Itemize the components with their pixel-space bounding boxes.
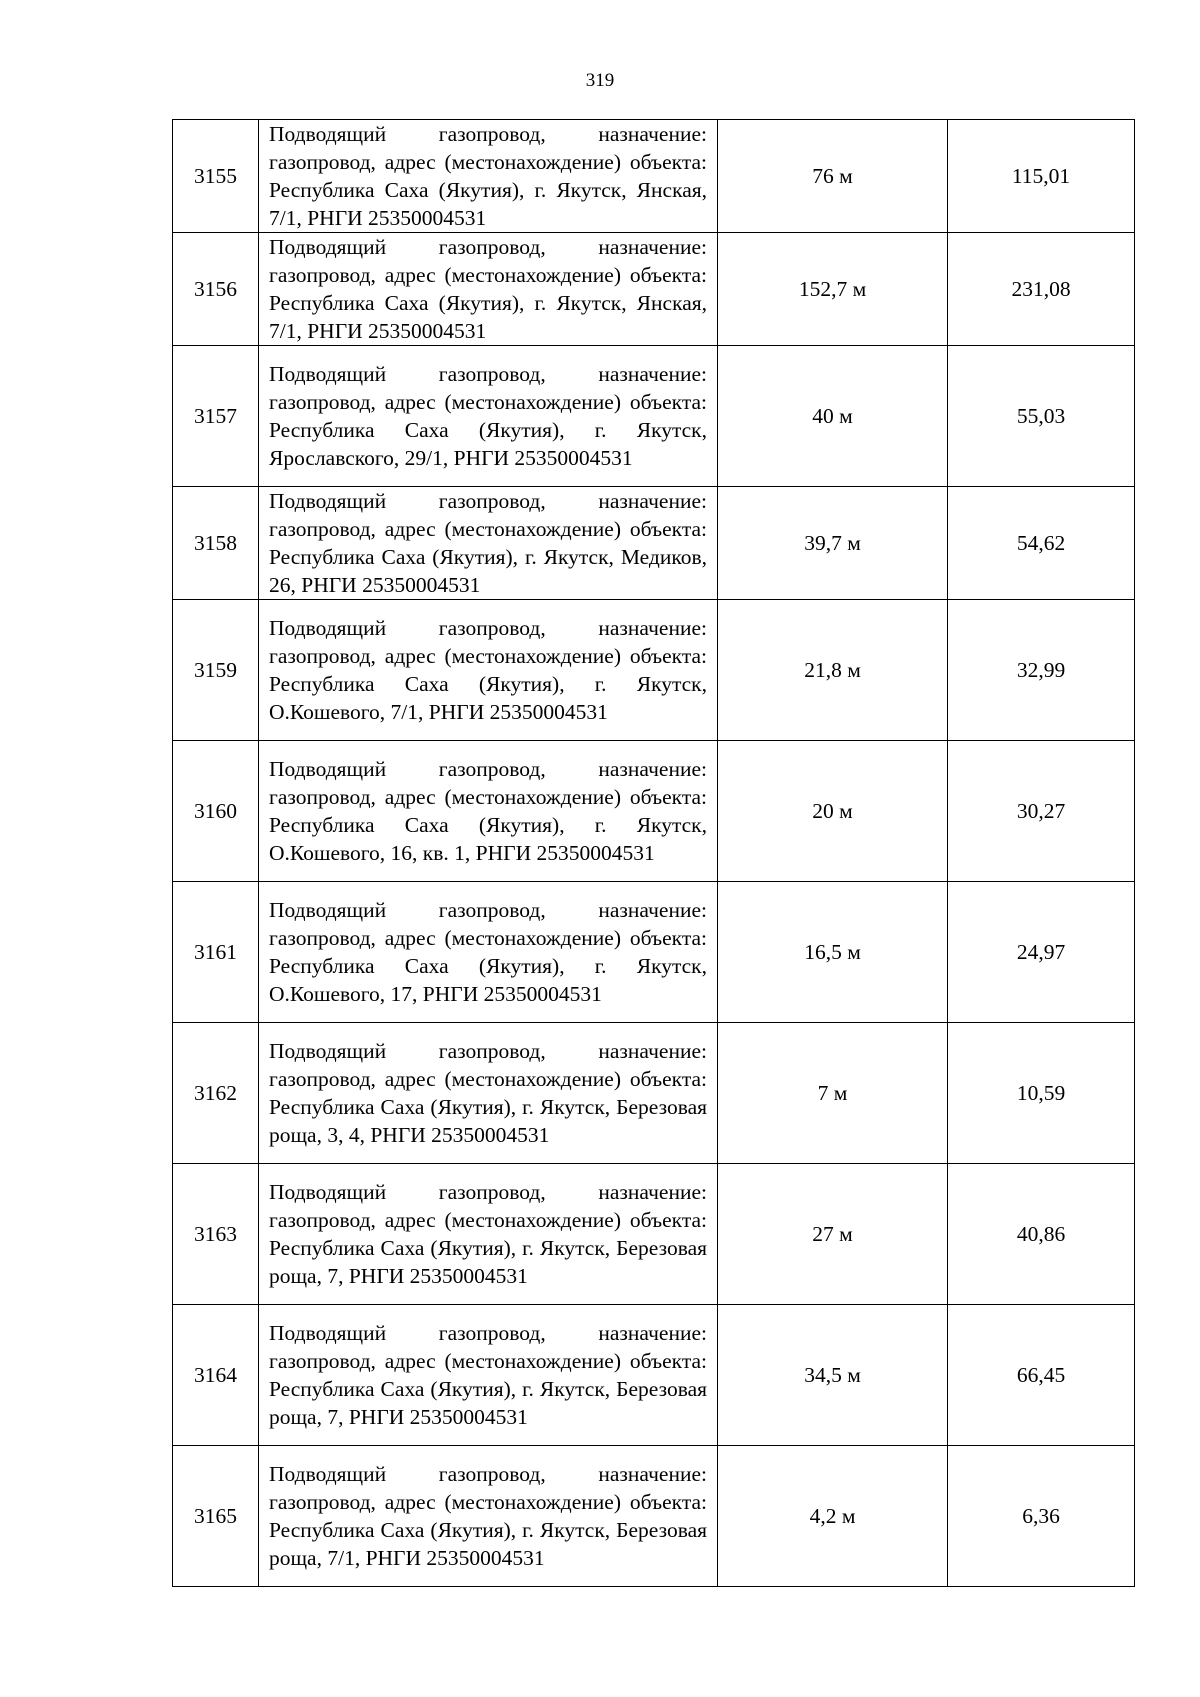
- table-row: [173, 120, 1135, 233]
- table-row: [173, 233, 1135, 346]
- row-number: 3164: [173, 1305, 259, 1446]
- row-value: 54,62: [948, 487, 1135, 600]
- row-description: Подводящий газопровод, назначение: газопровод, адрес (местонахождение) объекта: Республика Саха (Якутия), г. Якутск, Медиков, 26, РНГИ 25350004531: [259, 487, 718, 600]
- row-description: Подводящий газопровод, назначение: газопровод, адрес (местонахождение) объекта: Республика Саха (Якутия), г. Якутск, О.Кошевого, 16, кв. 1, РНГИ 25350004531: [259, 741, 718, 882]
- row-description: Подводящий газопровод, назначение: газопровод, адрес (местонахождение) объекта: Республика Саха (Якутия), г. Якутск, Березовая роща, 3, 4, РНГИ 25350004531: [259, 1023, 718, 1164]
- row-number: 3159: [173, 600, 259, 741]
- row-description: Подводящий газопровод, назначение: газопровод, адрес (местонахождение) объекта: Республика Саха (Якутия), г. Якутск, О.Кошевого, 17, РНГИ 25350004531: [259, 882, 718, 1023]
- row-length: 20 м: [718, 741, 948, 882]
- row-description: Подводящий газопровод, назначение: газопровод, адрес (местонахождение) объекта: Республика Саха (Якутия), г. Якутск, Березовая роща, 7/1, РНГИ 25350004531: [259, 1446, 718, 1587]
- table-row: [173, 346, 1135, 487]
- row-value: 10,59: [948, 1023, 1135, 1164]
- row-length: 76 м: [718, 120, 948, 233]
- row-value: 115,01: [948, 120, 1135, 233]
- row-description: Подводящий газопровод, назначение: газопровод, адрес (местонахождение) объекта: Республика Саха (Якутия), г. Якутск, Янская, 7/1, РНГИ 25350004531: [259, 120, 718, 233]
- row-value: 32,99: [948, 600, 1135, 741]
- table-row: [173, 600, 1135, 741]
- row-value: 6,36: [948, 1446, 1135, 1587]
- row-number: 3162: [173, 1023, 259, 1164]
- row-number: 3160: [173, 741, 259, 882]
- row-number: 3163: [173, 1164, 259, 1305]
- table-row: [173, 1446, 1135, 1587]
- row-length: 21,8 м: [718, 600, 948, 741]
- table-row: [173, 1164, 1135, 1305]
- row-number: 3156: [173, 233, 259, 346]
- row-value: 30,27: [948, 741, 1135, 882]
- row-length: 39,7 м: [718, 487, 948, 600]
- table-row: [173, 487, 1135, 600]
- row-length: 16,5 м: [718, 882, 948, 1023]
- row-length: 7 м: [718, 1023, 948, 1164]
- row-length: 152,7 м: [718, 233, 948, 346]
- table-row: [173, 1023, 1135, 1164]
- row-description: Подводящий газопровод, назначение: газопровод, адрес (местонахождение) объекта: Республика Саха (Якутия), г. Якутск, Янская, 7/1, РНГИ 25350004531: [259, 233, 718, 346]
- row-length: 4,2 м: [718, 1446, 948, 1587]
- row-value: 231,08: [948, 233, 1135, 346]
- table-row: [173, 741, 1135, 882]
- row-value: 40,86: [948, 1164, 1135, 1305]
- row-number: 3158: [173, 487, 259, 600]
- row-description: Подводящий газопровод, назначение: газопровод, адрес (местонахождение) объекта: Республика Саха (Якутия), г. Якутск, Березовая роща, 7, РНГИ 25350004531: [259, 1305, 718, 1446]
- table-row: [173, 1305, 1135, 1446]
- row-length: 27 м: [718, 1164, 948, 1305]
- row-description: Подводящий газопровод, назначение: газопровод, адрес (местонахождение) объекта: Республика Саха (Якутия), г. Якутск, О.Кошевого, 7/1, РНГИ 25350004531: [259, 600, 718, 741]
- row-length: 34,5 м: [718, 1305, 948, 1446]
- row-value: 66,45: [948, 1305, 1135, 1446]
- row-value: 55,03: [948, 346, 1135, 487]
- row-description: Подводящий газопровод, назначение: газопровод, адрес (местонахождение) объекта: Республика Саха (Якутия), г. Якутск, Березовая роща, 7, РНГИ 25350004531: [259, 1164, 718, 1305]
- row-number: 3165: [173, 1446, 259, 1587]
- row-description: Подводящий газопровод, назначение: газопровод, адрес (местонахождение) объекта: Республика Саха (Якутия), г. Якутск, Ярославского, 29/1, РНГИ 25350004531: [259, 346, 718, 487]
- row-length: 40 м: [718, 346, 948, 487]
- row-number: 3155: [173, 120, 259, 233]
- page-number: 319: [585, 70, 615, 91]
- property-registry-table: [172, 119, 1135, 1587]
- row-value: 24,97: [948, 882, 1135, 1023]
- row-number: 3161: [173, 882, 259, 1023]
- registry-table-body: [173, 120, 1135, 1587]
- row-number: 3157: [173, 346, 259, 487]
- table-row: [173, 882, 1135, 1023]
